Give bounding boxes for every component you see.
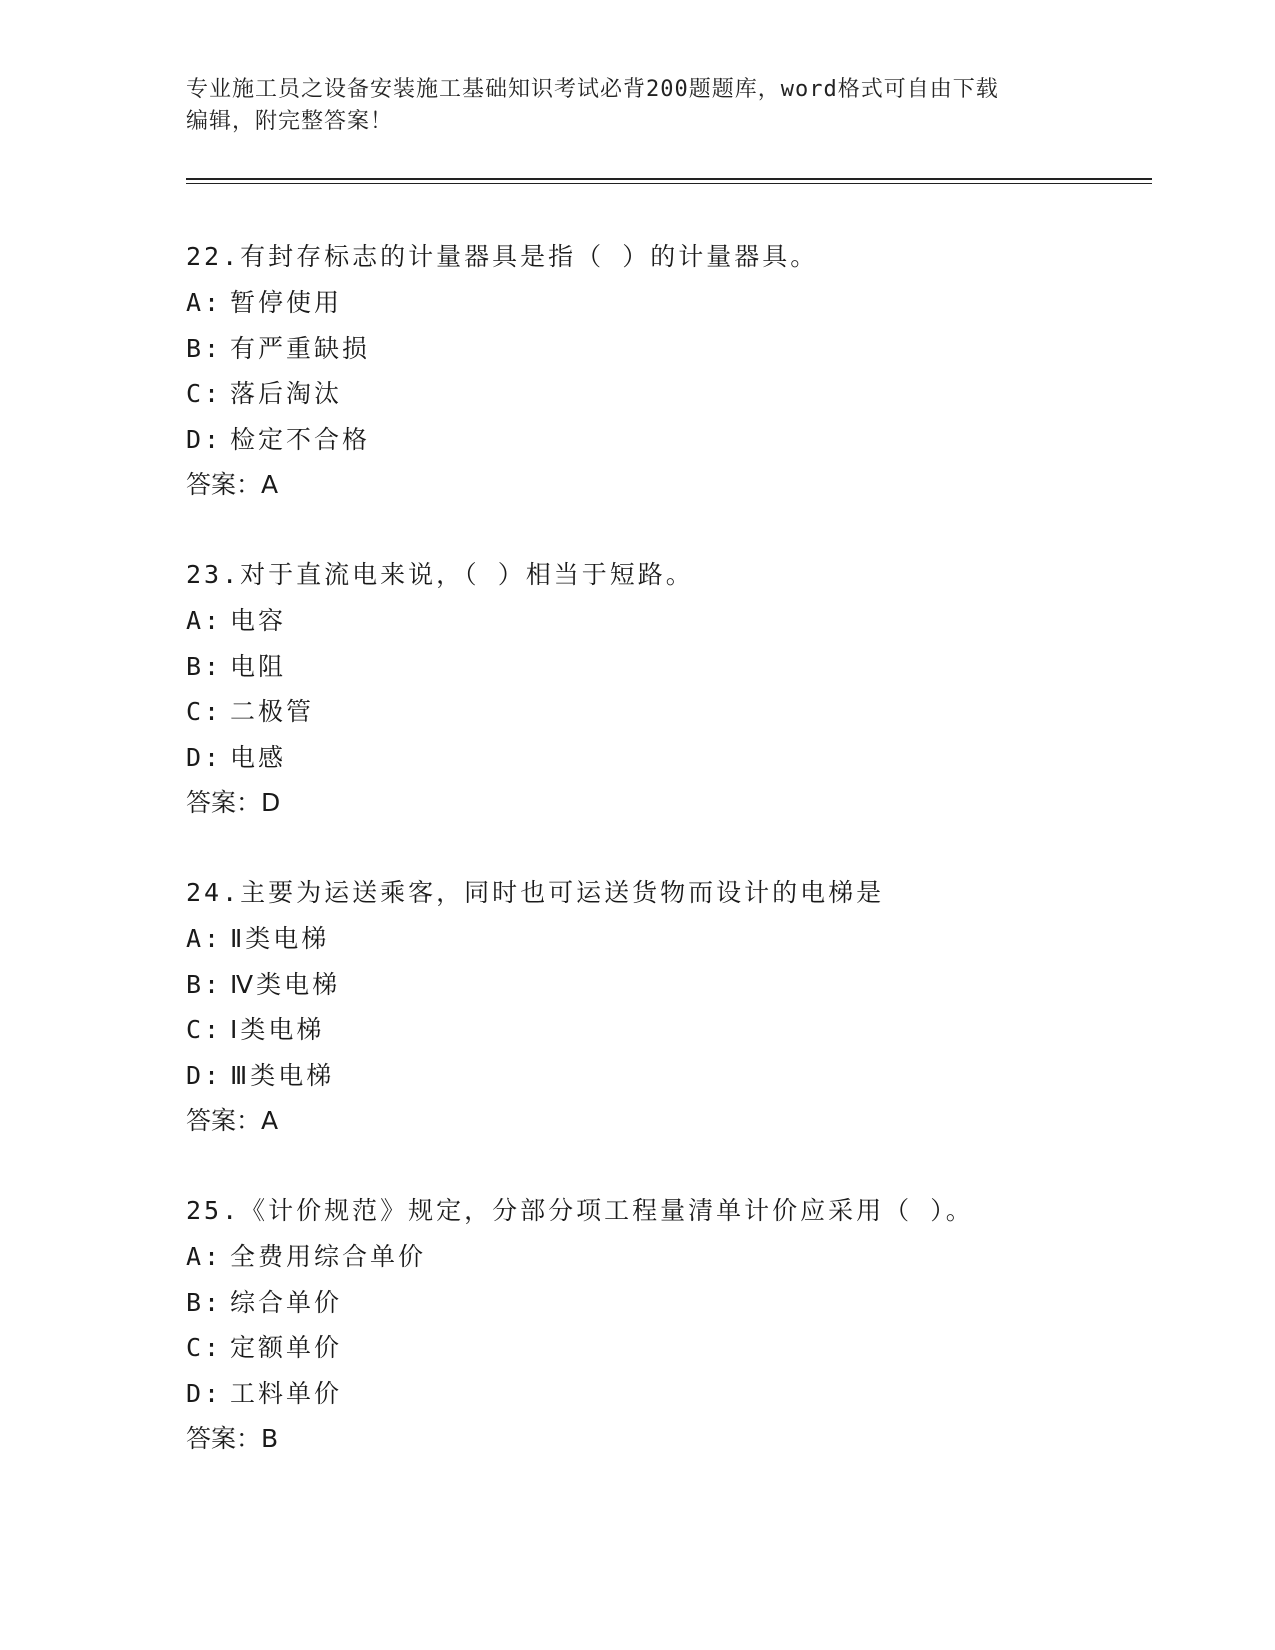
option-letter: B: [186,651,223,681]
option-text: Ⅱ类电梯 [230,924,330,953]
header-divider-thin [186,183,1152,184]
option-b [186,1281,1146,1327]
option-letter: C: [186,1015,223,1044]
option-text: 全费用综合单价 [230,1242,427,1271]
option-a [186,599,1146,645]
option-d [186,418,1146,464]
question-stem: 24.主要为运送乘客，同时也可运送货物而设计的电梯是 [186,878,885,907]
option-letter: B: [186,333,223,363]
option-text: Ⅳ类电梯 [230,969,341,999]
option-letter: C: [186,379,223,408]
option-text: 有严重缺损 [230,333,371,363]
question-stem: 23.对于直流电来说，（ ）相当于短路。 [186,560,694,589]
option-c [186,690,1146,736]
option-c [186,1008,1146,1054]
option-text: 暂停使用 [230,288,343,317]
question-block [186,235,1146,507]
answer-line [186,1099,1146,1143]
answer-label: 答案： [186,1424,262,1453]
answer-label: 答案： [186,470,262,499]
option-letter: D: [186,1060,223,1090]
question-block [186,1189,1146,1461]
option-letter: A: [186,924,223,953]
option-text: 电阻 [230,651,287,681]
option-letter: B: [186,969,223,999]
option-a [186,281,1146,327]
header-divider-thick [186,178,1152,180]
question-block [186,553,1146,825]
document-header [186,74,1066,138]
option-text: 电容 [230,606,287,635]
answer-line [186,781,1146,825]
option-d [186,1372,1146,1418]
option-letter: C: [186,1333,223,1362]
option-b [186,645,1146,691]
option-text: Ⅰ类电梯 [230,1015,325,1044]
header-line-1: 专业施工员之设备安装施工基础知识考试必背200题题库，word格式可自由下载 [186,77,999,102]
option-letter: D: [186,742,223,772]
answer-value: A [261,1106,279,1135]
answer-value: D [261,788,281,817]
option-letter: C: [186,697,223,726]
option-letter: B: [186,1287,223,1317]
option-letter: D: [186,1378,223,1408]
option-a [186,1235,1146,1281]
option-d [186,736,1146,782]
question-stem: 25.《计价规范》规定，分部分项工程量清单计价应采用（ ）。 [186,1196,974,1225]
option-text: Ⅲ类电梯 [230,1060,335,1090]
answer-line [186,1417,1146,1461]
option-text: 落后淘汰 [230,379,343,408]
option-text: 二极管 [230,697,315,726]
option-letter: D: [186,424,223,454]
option-text: 综合单价 [230,1287,343,1317]
question-stem: 22.有封存标志的计量器具是指（ ）的计量器具。 [186,242,819,271]
option-a [186,917,1146,963]
option-letter: A: [186,288,223,317]
option-text: 工料单价 [230,1378,343,1408]
option-b [186,963,1146,1009]
option-b [186,327,1146,373]
answer-value: A [261,470,279,499]
option-c [186,372,1146,418]
option-d [186,1054,1146,1100]
header-line-2: 编辑，附完整答案！ [186,109,394,134]
option-text: 检定不合格 [230,424,371,454]
option-text: 定额单价 [230,1333,343,1362]
option-letter: A: [186,1242,223,1271]
answer-label: 答案： [186,788,262,817]
answer-line [186,463,1146,507]
option-letter: A: [186,606,223,635]
question-block [186,871,1146,1143]
option-text: 电感 [230,742,287,772]
option-c [186,1326,1146,1372]
answer-value: B [261,1424,279,1453]
answer-label: 答案： [186,1106,262,1135]
